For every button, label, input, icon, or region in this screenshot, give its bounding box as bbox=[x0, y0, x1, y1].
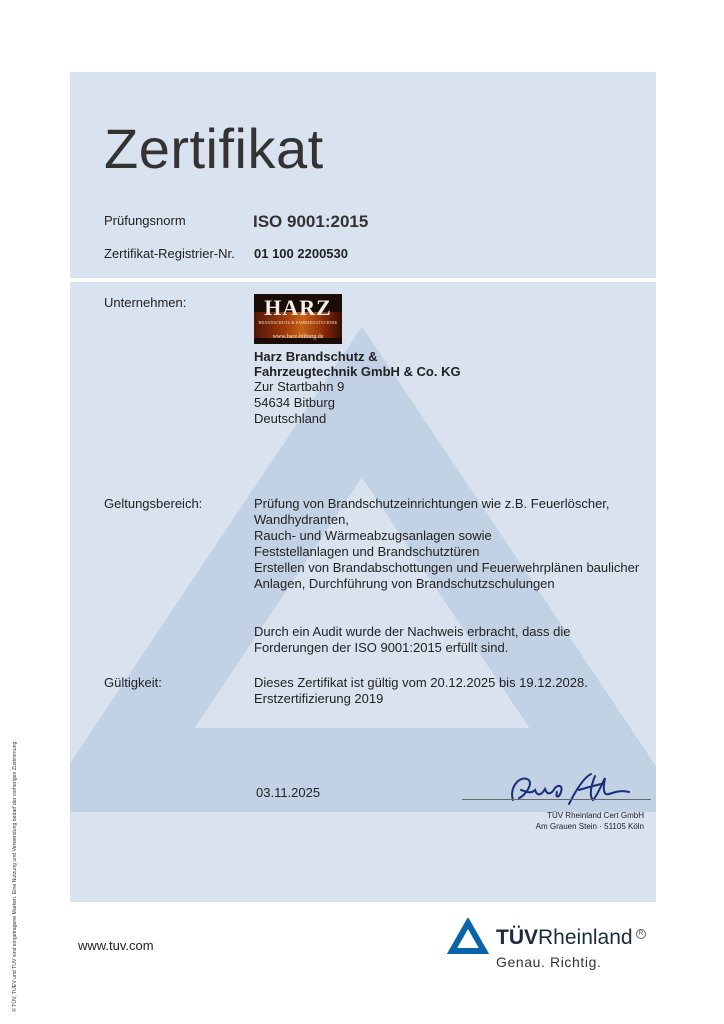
registration-number: 01 100 2200530 bbox=[254, 246, 348, 261]
company-address bbox=[254, 349, 534, 427]
certificate-title: Zertifikat bbox=[104, 117, 324, 180]
validity-period: Dieses Zertifikat ist gültig vom 20.12.2025 bis 19.12.2028. bbox=[254, 675, 588, 690]
signature-line bbox=[462, 799, 651, 800]
validity-text bbox=[254, 675, 654, 707]
registered-mark: R bbox=[636, 929, 646, 939]
company-name-line2: Fahrzeugtechnik GmbH & Co. KG bbox=[254, 364, 461, 379]
first-certification: Erstzertifizierung 2019 bbox=[254, 691, 384, 706]
norm-label: Prüfungsnorm bbox=[104, 213, 186, 228]
company-street: Zur Startbahn 9 bbox=[254, 379, 345, 394]
company-logo: HARZ BRANDSCHUTZ & FAHRZEUGTECHNIK www.harz-bitburg.de bbox=[254, 294, 342, 344]
audit-statement bbox=[254, 624, 654, 656]
certificate-header bbox=[70, 72, 656, 278]
trademark-notice: © TÜV, TUEV und TUV sind eingetragene Marken. Eine Nutzung und Verwendung bedarf der vorherigen Zustimmung. bbox=[12, 740, 18, 1012]
registration-label: Zertifikat-Registrier-Nr. bbox=[104, 246, 235, 261]
signature-image bbox=[505, 770, 635, 810]
audit-line: Durch ein Audit wurde der Nachweis erbracht, dass die bbox=[254, 624, 571, 639]
tuv-brand-name: TÜVRheinland bbox=[496, 926, 633, 949]
certificate-body bbox=[70, 282, 656, 902]
company-city: 54634 Bitburg bbox=[254, 395, 335, 410]
scope-line: Wandhydranten, bbox=[254, 512, 349, 527]
scope-text bbox=[254, 496, 654, 592]
scope-line: Prüfung von Brandschutzeinrichtungen wie z.B. Feuerlöscher, bbox=[254, 496, 610, 511]
scope-line: Anlagen, Durchführung von Brandschutzschulungen bbox=[254, 576, 555, 591]
tuv-rheinland-logo bbox=[447, 916, 657, 972]
company-country: Deutschland bbox=[254, 411, 327, 426]
validity-label: Gültigkeit: bbox=[104, 675, 162, 690]
norm-value: ISO 9001:2015 bbox=[253, 212, 369, 231]
scope-line: Rauch- und Wärmeabzugsanlagen sowie bbox=[254, 528, 492, 543]
scope-line: Erstellen von Brandabschottungen und Feuerwehrplänen baulicher bbox=[254, 560, 640, 575]
issuer-name: TÜV Rheinland Cert GmbH bbox=[547, 811, 644, 820]
issuer-address bbox=[450, 810, 644, 832]
company-label: Unternehmen: bbox=[104, 295, 187, 310]
scope-label: Geltungsbereich: bbox=[104, 496, 203, 511]
tuv-triangle-icon bbox=[447, 918, 489, 956]
scope-line: Feststellanlagen und Brandschutztüren bbox=[254, 544, 480, 559]
issue-date: 03.11.2025 bbox=[256, 785, 321, 800]
website-link[interactable]: www.tuv.com bbox=[78, 938, 154, 953]
company-name-line1: Harz Brandschutz & bbox=[254, 349, 378, 364]
issuer-street: Am Grauen Stein · 51105 Köln bbox=[535, 822, 644, 831]
audit-line: Forderungen der ISO 9001:2015 erfüllt sind. bbox=[254, 640, 509, 655]
tuv-slogan: Genau. Richtig. bbox=[496, 954, 602, 970]
